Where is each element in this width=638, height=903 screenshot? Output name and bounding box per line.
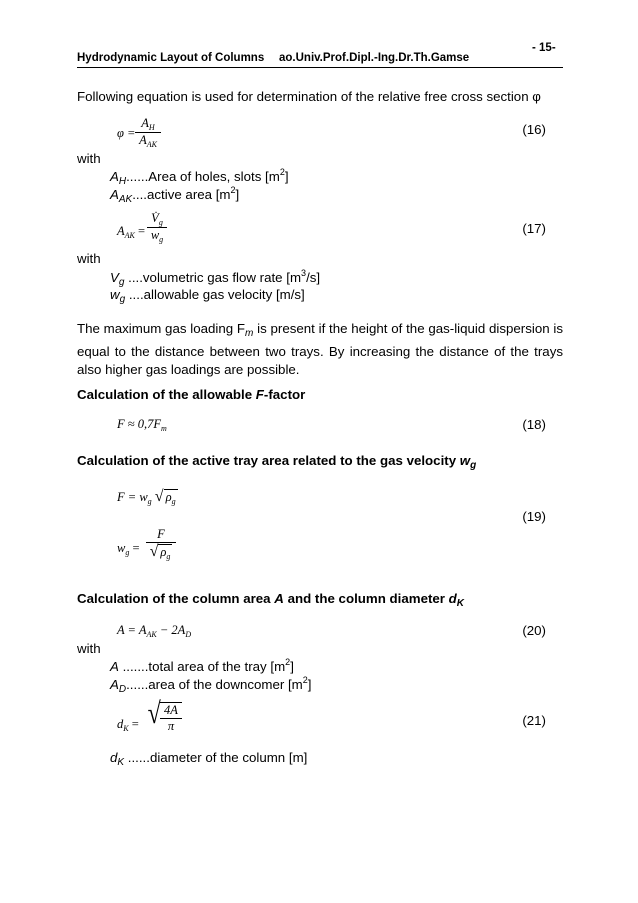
eq20: $A = A_{AK} - 2A_D$ bbox=[117, 623, 192, 639]
eq17-number: (17) bbox=[522, 221, 546, 236]
eq16-lhs: φ = bbox=[117, 126, 136, 140]
eq21-number: (21) bbox=[522, 713, 546, 728]
eq16-fraction bbox=[135, 116, 161, 149]
def-dK: $d_K$ ......diameter of the column [m] bbox=[110, 750, 308, 768]
section-heading-F-factor: Calculation of the allowable F-factor bbox=[77, 387, 306, 402]
eq19-number: (19) bbox=[522, 509, 546, 524]
eq19b-fraction bbox=[146, 527, 176, 561]
def-AAK: $A_{AK}....active$ area $[m^2]$ bbox=[110, 185, 240, 205]
def-AH: $A_H......Area$ of holes, slots $[m^2]$ bbox=[110, 167, 289, 187]
eq20-number: (20) bbox=[522, 623, 546, 638]
eq19b-lhs: $w_g$ = bbox=[117, 541, 140, 557]
eq21-denominator: π bbox=[167, 719, 175, 733]
eq18-number: (18) bbox=[522, 417, 546, 432]
eq21-fraction bbox=[160, 702, 182, 734]
eq19a: $F = w_g$ √ $\rho_g$ bbox=[117, 488, 176, 506]
with-label-2: with bbox=[77, 251, 101, 266]
running-header-title: Hydrodynamic Layout of Columns bbox=[77, 52, 265, 64]
eq19b-denominator: √ $\rho_g$ bbox=[149, 543, 171, 561]
eq16-number: (16) bbox=[522, 122, 546, 137]
eq16-denominator: $A_{AK}$ bbox=[139, 133, 157, 149]
eq21-lhs: $d_K$ = bbox=[117, 717, 139, 733]
eq17-denominator: $w_g$ bbox=[150, 228, 164, 244]
eq18: $F \approx 0,7F_m$ bbox=[117, 417, 167, 433]
with-label-1: with bbox=[77, 151, 101, 166]
running-header-author: ao.Univ.Prof.Dipl.-Ing.Dr.Th.Gamse bbox=[279, 52, 470, 64]
eq16-numerator: $A_H$ bbox=[141, 116, 155, 132]
intro-text: Following equation is used for determination of the relative free cross section φ bbox=[77, 89, 541, 104]
def-Vg: $V_g$ ....volumetric gas flow rate $[m^3/s]$ bbox=[110, 268, 321, 288]
def-A: A .......total area of the tray $[m^2]$ bbox=[110, 657, 294, 674]
eq21-numerator: 4A bbox=[164, 703, 178, 717]
section-heading-active-area: Calculation of the active tray area related to the gas velocity $w_g$ bbox=[77, 453, 477, 471]
section-heading-column-area: Calculation of the column area A and the column diameter $d_K$ bbox=[77, 591, 465, 609]
header-rule bbox=[77, 67, 563, 68]
body-paragraph: The maximum gas loading $F_m$ is present if the height of the gas-liquid dispersion is equal to the distance between two trays. By increasing the distance of the trays also higher gas loadings are possible. bbox=[77, 321, 563, 377]
page-number: - 15- bbox=[532, 42, 556, 54]
def-wg: $w_g$ ....allowable gas velocity [m/s] bbox=[110, 287, 305, 305]
eq21-radical: √ bbox=[147, 697, 161, 730]
def-AD: $A_D......area$ of the downcomer $[m^2]$ bbox=[110, 675, 312, 695]
eq17-numerator: $V̇_g$ bbox=[151, 211, 163, 227]
with-label-3: with bbox=[77, 641, 101, 656]
eq19b-numerator: F bbox=[157, 527, 165, 541]
eq17-fraction bbox=[147, 211, 167, 244]
eq17-lhs: $A_{AK}$ = bbox=[117, 224, 146, 240]
